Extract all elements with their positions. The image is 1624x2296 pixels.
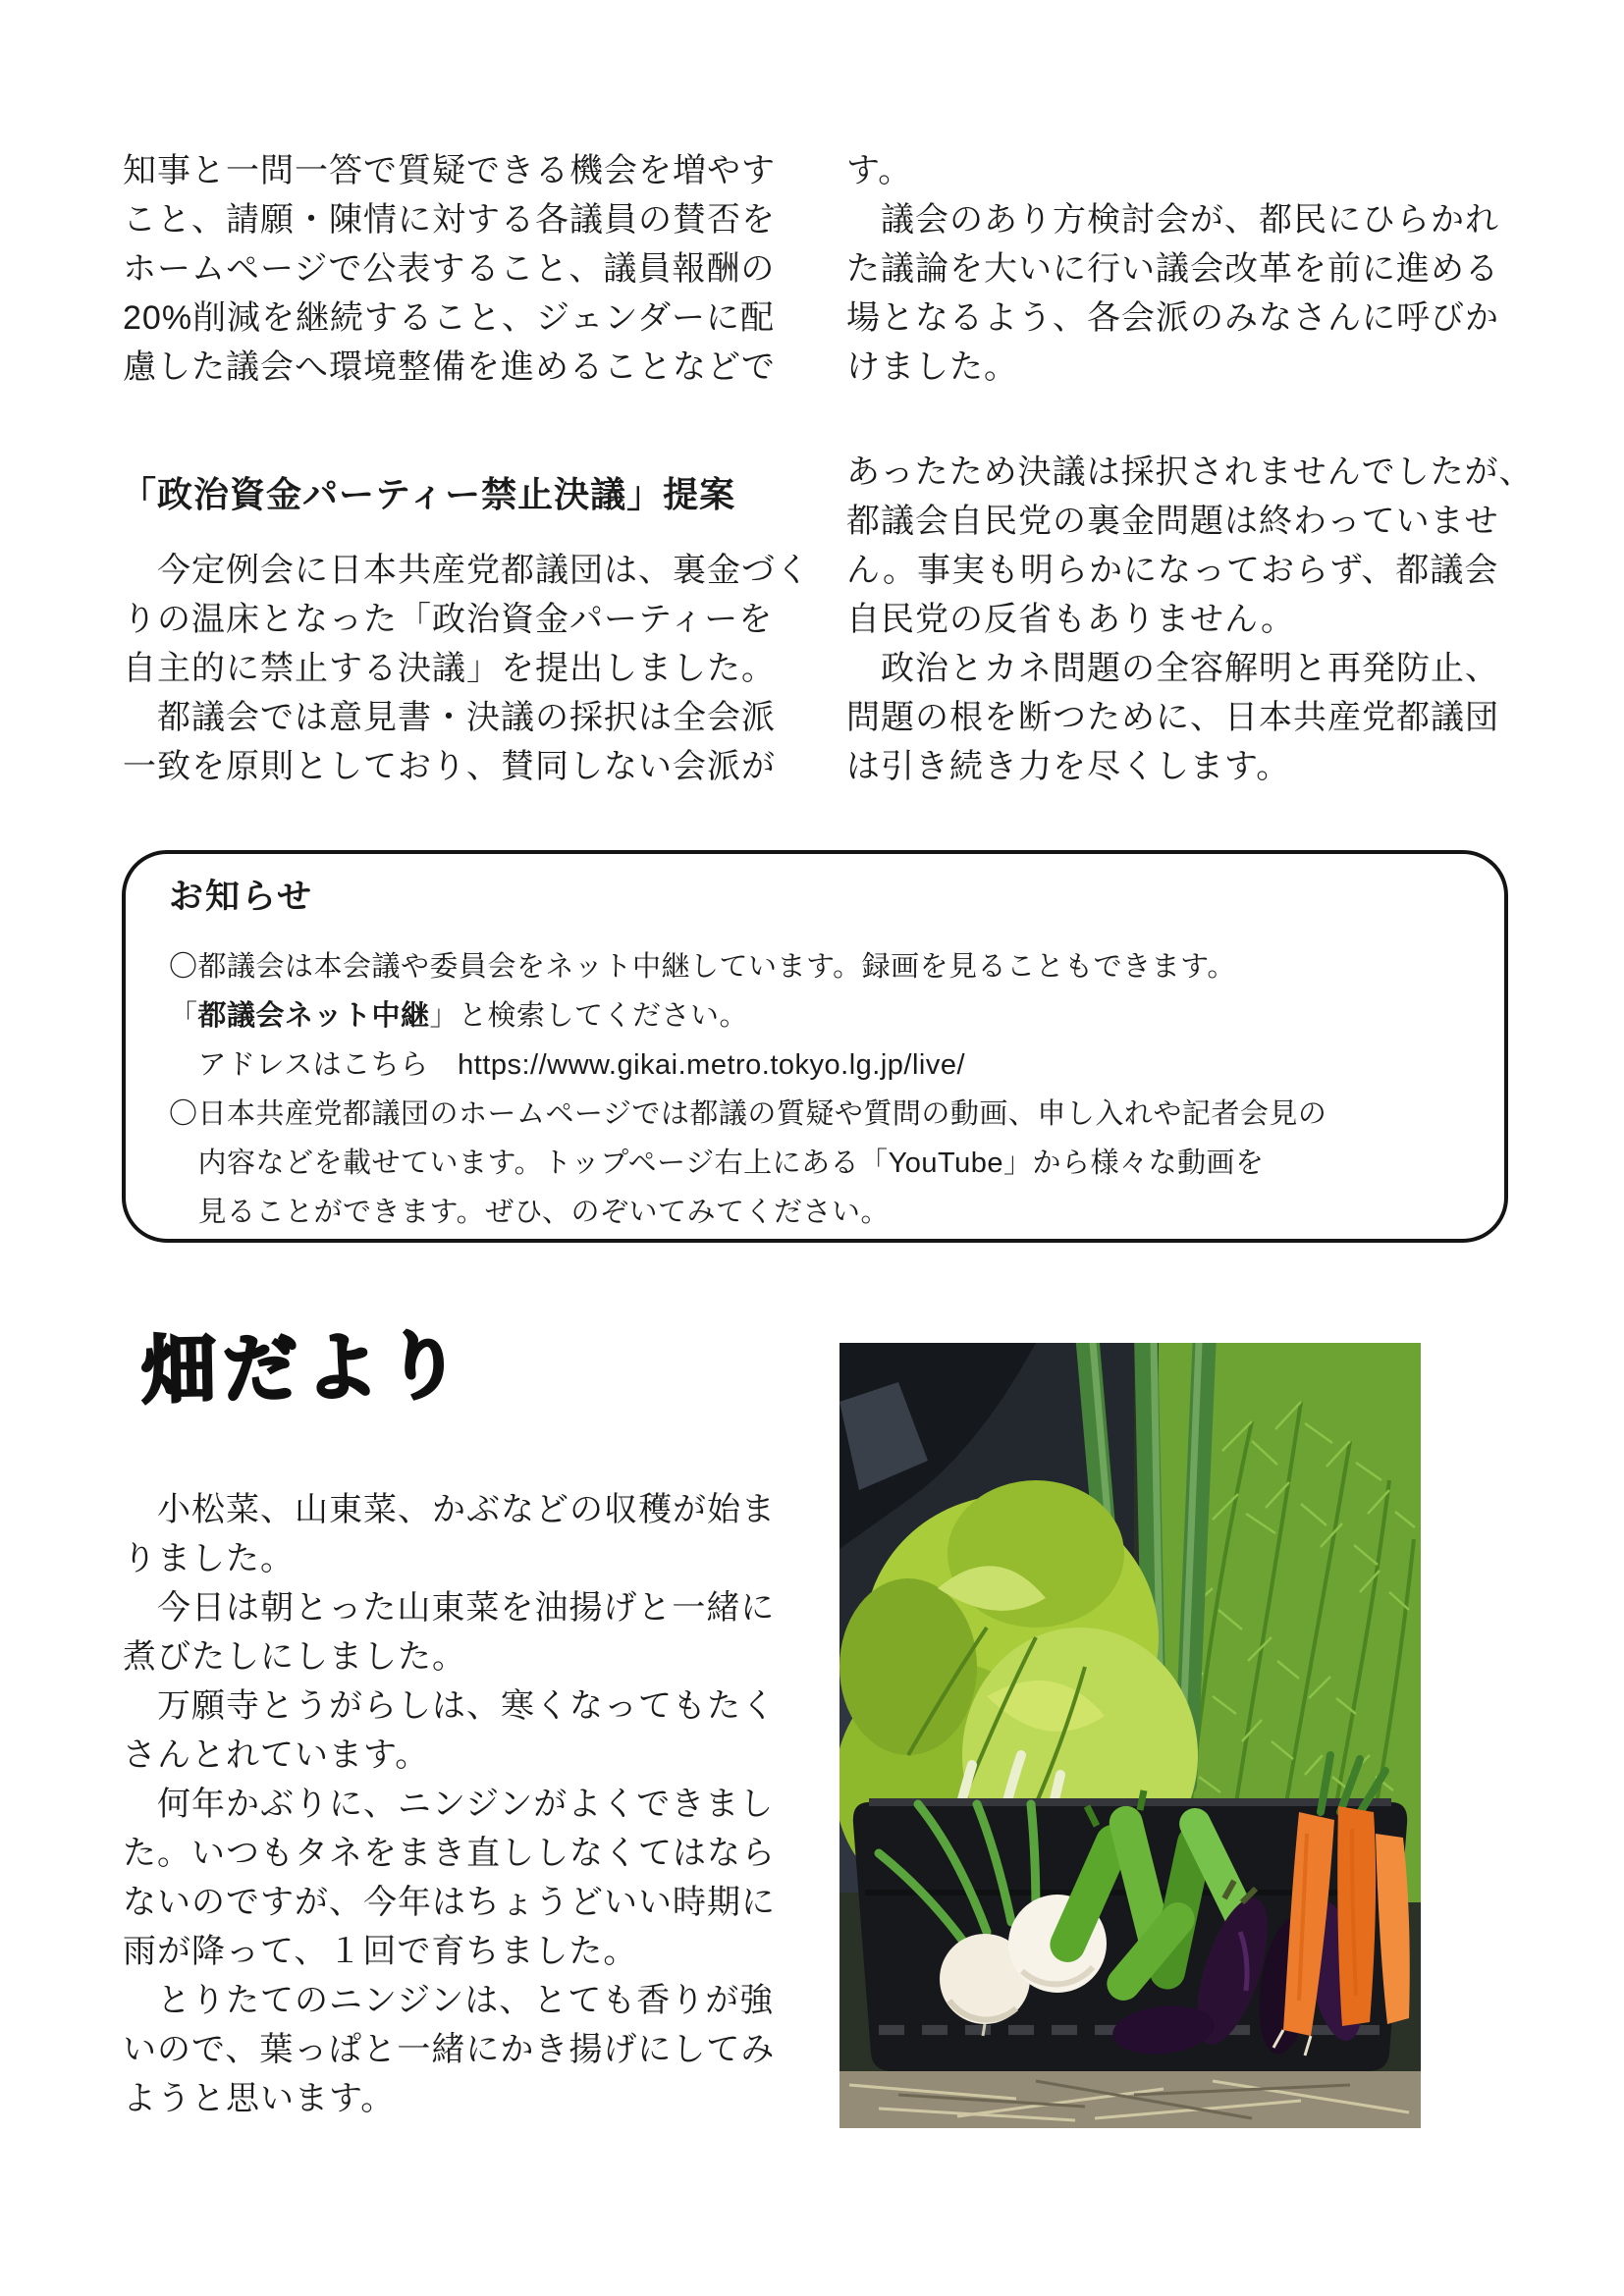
text-line: 何年かぶりに、ニンジンがよくできまし: [123, 1786, 775, 1823]
text-line: 今定例会に日本共産党都議団は、裏金づく: [123, 552, 810, 589]
notice-title: お知らせ: [169, 878, 313, 916]
notice-box: [122, 850, 1508, 1243]
resolution-heading: 「政治資金パーティー禁止決議」提案: [121, 474, 736, 514]
notice-line-search: [169, 991, 1485, 1041]
field-news-text: [123, 1485, 839, 2123]
text-line: りました。: [123, 1540, 295, 1577]
notice-line-url: アドレスはこちら https://www.gikai.metro.tokyo.lg.jp/live/: [169, 1049, 966, 1081]
text-line: 煮びたしにしました。: [123, 1638, 466, 1676]
text-line: ホームページで公表すること、議員報酬の: [123, 250, 776, 288]
notice-line-search-pre: 「: [169, 1000, 198, 1032]
text-line: 都議会では意見書・決議の採択は全会派: [123, 699, 776, 736]
text-line: さんとれています。: [123, 1736, 430, 1774]
notice-line-broadcast: 〇都議会は本会議や委員会をネット中継しています。録画を見ることもできます。: [169, 951, 1236, 983]
text-line: 慮した議会へ環境整備を進めることなどで: [123, 348, 776, 386]
text-line: 知事と一問一答で質疑できる機会を増やす: [123, 152, 776, 189]
text-line: 雨が降って、１回で育ちました。: [123, 1933, 638, 1970]
notice-line-search-post: 」と検索してください。: [429, 1000, 749, 1032]
top-article-left-paragraph-2: [123, 546, 820, 791]
text-line: 政治とカネ問題の全容解明と再発防止、: [846, 650, 1499, 687]
notice-line-homepage: 〇日本共産党都議団のホームページでは都議の質疑や質問の動画、申し入れや記者会見の: [169, 1098, 1327, 1130]
text-line: あったため決議は採択されませんでしたが、: [846, 454, 1534, 491]
notice-line-youtube: 内容などを載せています。トップページ右上にある「YouTube」から様々な動画を: [169, 1148, 1265, 1179]
text-line: 今日は朝とった山東菜を油揚げと一緒に: [123, 1589, 776, 1627]
text-line: た。いつもタネをまき直ししなくてはなら: [123, 1835, 776, 1872]
text-line: 都議会自民党の裏金問題は終わっていませ: [846, 503, 1499, 540]
text-line: いので、葉っぱと一緒にかき揚げにしてみ: [123, 2031, 776, 2068]
text-line: 20%削減を継続すること、ジェンダーに配: [123, 299, 776, 337]
text-line: は引き続き力を尽くします。: [846, 748, 1291, 785]
text-line: ん。事実も明らかになっておらず、都議会: [846, 552, 1499, 589]
field-news-title: 畑だより: [140, 1324, 468, 1414]
text-line: りの温床となった「政治資金パーティーを: [123, 601, 774, 638]
text-line: 問題の根を断つために、日本共産党都議団: [846, 699, 1499, 736]
text-line: とりたてのニンジンは、とても香りが強: [123, 1982, 775, 2019]
text-line: す。: [846, 152, 913, 189]
text-line: 小松菜、山東菜、かぶなどの収穫が始ま: [123, 1491, 776, 1528]
text-line: けました。: [846, 348, 1018, 386]
text-line: ないのですが、今年はちょうどいい時期に: [123, 1884, 776, 1921]
text-line: 万願寺とうがらしは、寒くなってもたく: [123, 1687, 776, 1725]
top-article-right-paragraph-2: [846, 448, 1534, 791]
text-line: 一致を原則としており、賛同しない会派が: [123, 748, 776, 785]
text-line: 自主的に禁止する決議」を提出しました。: [123, 650, 776, 687]
ground-straw: [839, 2071, 1421, 2128]
notice-line-invite: 見ることができます。ぜひ、のぞいてみてください。: [169, 1197, 891, 1228]
top-article-right-paragraph-1: [846, 146, 1534, 392]
vegetables-photo: [839, 1343, 1421, 2128]
text-line: 議会のあり方検討会が、都民にひらかれ: [846, 201, 1499, 239]
text-line: 自民党の反省もありません。: [846, 601, 1296, 638]
text-line: こと、請願・陳情に対する各議員の賛否を: [123, 201, 776, 239]
notice-body: [169, 942, 1485, 1237]
notice-line-search-bold: 都議会ネット中継: [197, 1000, 430, 1032]
text-line: ようと思います。: [123, 2080, 396, 2117]
text-line: 場となるよう、各会派のみなさんに呼びか: [846, 299, 1499, 337]
text-line: た議論を大いに行い議会改革を前に進める: [846, 250, 1499, 288]
top-article-left-paragraph-1: [123, 146, 820, 392]
